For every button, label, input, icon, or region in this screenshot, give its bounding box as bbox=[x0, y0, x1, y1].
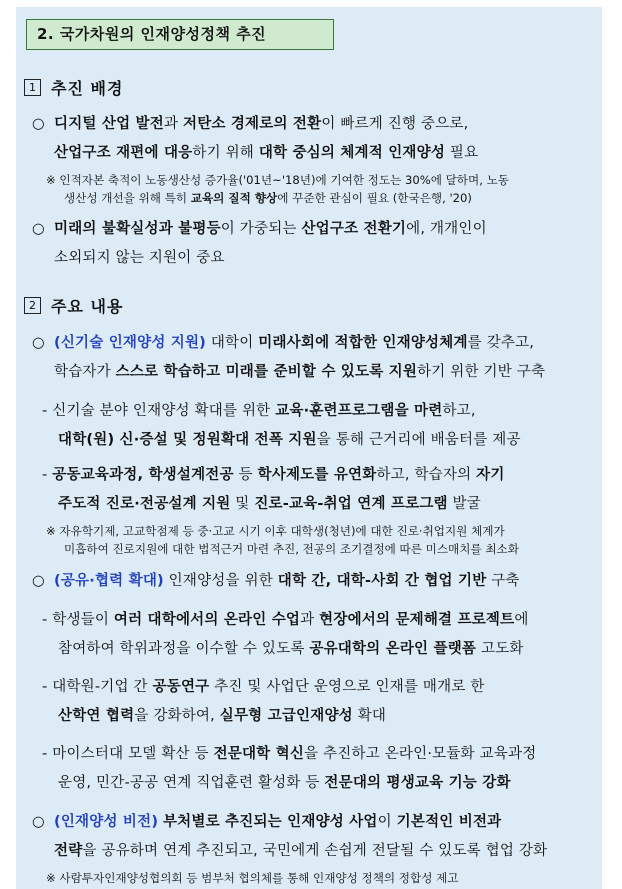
text-line: 산업구조 재편에 대응하기 위해 대학 중심의 체계적 인재양성 필요 bbox=[54, 145, 479, 161]
note-line: ※ 자유학기제, 고교학점제 등 중·고교 시기 이후 대학생(청년)에 대한 진로·취업지원 체계가 bbox=[46, 524, 505, 538]
text-line: ○ 디지털 산업 발전과 저탄소 경제로의 전환이 빠르게 진행 중으로, bbox=[32, 116, 469, 132]
text-line: - 대학원-기업 간 공동연구 추진 및 사업단 운영으로 인재를 매개로 한 bbox=[42, 679, 485, 695]
section-heading-background bbox=[24, 76, 123, 99]
text-line: - 마이스터대 모델 확산 등 전문대학 혁신을 추진하고 온라인·모듈화 교육과정 bbox=[42, 746, 537, 762]
text-line: - 공동교육과정, 학생설계전공 등 학사제도를 유연화하고, 학습자의 자기 bbox=[42, 467, 505, 483]
text-line: ○ (인재양성 비전) 부처별로 추진되는 인재양성 사업이 기본적인 비전과 bbox=[32, 814, 502, 830]
circle-bullet: ○ bbox=[32, 335, 45, 351]
text-line: 전략을 공유하며 연계 추진되고, 국민에게 손쉽게 전달될 수 있도록 협업 강화 bbox=[54, 843, 548, 859]
dash-bullet: - bbox=[42, 679, 48, 695]
text-line: - 신기술 분야 인재양성 확대를 위한 교육·훈련프로그램을 마련하고, bbox=[42, 403, 476, 419]
note-line: ※ 사람투자인재양성협의회 등 범부처 협의체를 통해 인재양성 정책의 정합성 제고 bbox=[46, 871, 459, 885]
section-heading-label: 추진 배경 bbox=[51, 79, 124, 98]
text-line: 대학(원) 신·증설 및 정원확대 전폭 지원을 통해 근거리에 배움터를 제공 bbox=[58, 432, 521, 448]
text-line: 참여하여 학위과정을 이수할 수 있도록 공유대학의 온라인 플랫폼 고도화 bbox=[58, 641, 524, 657]
note-mark: ※ bbox=[46, 871, 56, 885]
dash-bullet: - bbox=[42, 746, 48, 762]
dash-bullet: - bbox=[42, 612, 48, 628]
circle-bullet: ○ bbox=[32, 814, 45, 830]
note-line: 미흡하여 진로지원에 대한 법적근거 마련 추진, 전공의 조기결정에 따른 미스매치를 최소화 bbox=[64, 542, 519, 556]
text-line: ○ (신기술 인재양성 지원) 대학이 미래사회에 적합한 인재양성체계를 갖추고, bbox=[32, 335, 535, 351]
text-line: ○ 미래의 불확실성과 불평등이 가중되는 산업구조 전환기에, 개개인이 bbox=[32, 221, 487, 237]
note-line: ※ 인적자본 축적이 노동생산성 증가율('01년~'18년)에 기여한 정도는 30%에 달하며, 노동 bbox=[46, 173, 509, 187]
text-line: ○ (공유·협력 확대) 인재양성을 위한 대학 간, 대학-사회 간 협업 기반 구축 bbox=[32, 573, 520, 589]
text-line: - 학생들이 여러 대학에서의 온라인 수업과 현장에서의 문제해결 프로젝트에 bbox=[42, 612, 529, 628]
text-line: 소외되지 않는 지원이 중요 bbox=[54, 250, 225, 266]
section-title: 2. 국가차원의 인재양성정책 추진 bbox=[26, 19, 334, 50]
circle-bullet: ○ bbox=[32, 116, 45, 132]
section-number-box: 2 bbox=[24, 297, 41, 314]
dash-bullet: - bbox=[42, 467, 48, 483]
section-number-box: 1 bbox=[24, 79, 41, 96]
text-line: 운영, 민간-공공 연계 직업훈련 활성화 등 전문대의 평생교육 기능 강화 bbox=[58, 775, 511, 791]
circle-bullet: ○ bbox=[32, 221, 45, 237]
circle-bullet: ○ bbox=[32, 573, 45, 589]
text-line: 주도적 진로·전공설계 지원 및 진로-교육-취업 연계 프로그램 발굴 bbox=[58, 496, 481, 512]
section-heading-main bbox=[24, 294, 123, 317]
text-line: 학습자가 스스로 학습하고 미래를 준비할 수 있도록 지원하기 위한 기반 구축 bbox=[54, 364, 546, 380]
text-line: 산학연 협력을 강화하여, 실무형 고급인재양성 확대 bbox=[58, 708, 387, 724]
dash-bullet: - bbox=[42, 403, 48, 419]
note-mark: ※ bbox=[46, 524, 56, 538]
section-heading-label: 주요 내용 bbox=[51, 297, 124, 316]
note-mark: ※ bbox=[46, 173, 56, 187]
note-line: 생산성 개선을 위해 특히 교육의 질적 향상에 꾸준한 관심이 필요 (한국은행, '20) bbox=[64, 191, 472, 205]
